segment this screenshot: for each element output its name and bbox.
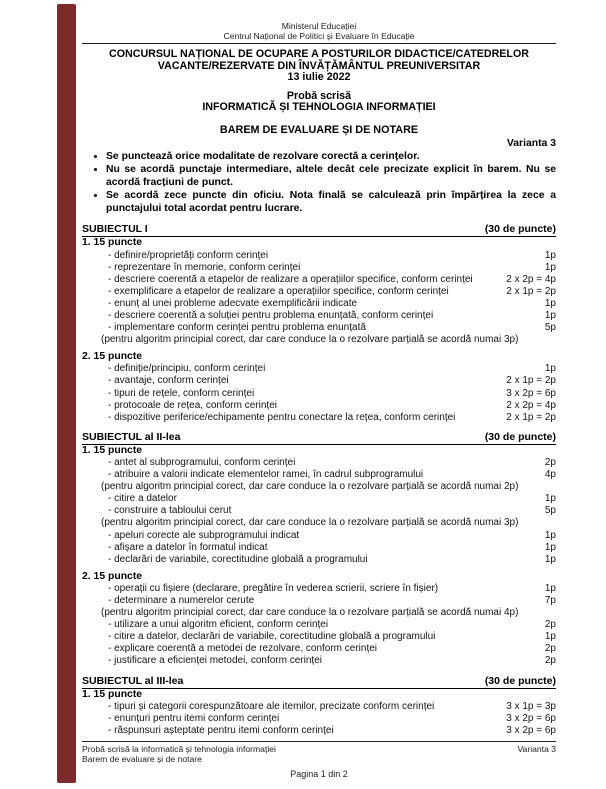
scoring-item-text: - enunțuri pentru itemi conform cerinței bbox=[108, 712, 280, 724]
scoring-item-points: 1p bbox=[544, 297, 556, 309]
scoring-item-row bbox=[82, 274, 556, 286]
scoring-item-text: - explicare coerentă a metodei de rezolvare, conform cerinței bbox=[108, 643, 378, 655]
scoring-item-text: - determinare a numerelor cerute bbox=[108, 594, 255, 606]
scoring-item-text: - enunț al unei probleme adecvate exemplificării indicate bbox=[108, 297, 358, 309]
document-title-line-1: CONCURSUL NAȚIONAL DE OCUPARE A POSTURILOR DIDACTICE/CATEDRELOR bbox=[109, 48, 529, 61]
section-title: SUBIECTUL al III-lea bbox=[82, 674, 184, 687]
scoring-item-row bbox=[82, 542, 556, 554]
part-title: 2. 15 puncte bbox=[82, 570, 143, 582]
scoring-item-row bbox=[82, 713, 556, 725]
part-title: 1. 15 puncte bbox=[82, 237, 143, 249]
scoring-item-text: - protocoale de rețea, conform cerinței bbox=[108, 399, 277, 411]
scoring-item-row bbox=[82, 298, 556, 310]
document-title-line-2: VACANTE/REZERVATE DIN ÎNVĂȚĂMÂNTUL PREUNIVERSITAR bbox=[157, 59, 481, 72]
scoring-item-points: 2 x 2p = 4p bbox=[506, 399, 556, 411]
scoring-item-row bbox=[82, 583, 556, 595]
ministry-line-2: Centrul Național de Politici și Evaluare în Educație bbox=[223, 31, 415, 42]
scoring-item-text: - afișare a datelor în formatul indicat bbox=[108, 541, 268, 553]
scoring-item-points: 2p bbox=[544, 456, 556, 468]
document-title bbox=[82, 49, 556, 84]
scoring-item-points: 3 x 2p = 6p bbox=[506, 724, 556, 736]
scoring-item-row bbox=[82, 595, 556, 607]
footer-variant: Varianta 3 bbox=[517, 743, 556, 754]
section-points: (30 de puncte) bbox=[484, 223, 556, 236]
scoring-item-points: 1p bbox=[544, 553, 556, 565]
scoring-item-row bbox=[82, 554, 556, 566]
notice-list bbox=[82, 151, 556, 216]
scoring-item-points: 1p bbox=[544, 529, 556, 541]
scoring-item-row bbox=[82, 412, 556, 424]
scoring-item-row bbox=[82, 250, 556, 262]
scoring-item-points: 1p bbox=[544, 631, 556, 643]
scoring-item-row bbox=[82, 457, 556, 469]
scoring-item-row bbox=[82, 310, 556, 322]
scoring-item-text: - exemplificare a etapelor de realizare a operațiilor specifice, conform cerinței bbox=[108, 285, 449, 297]
scoring-item-points: 1p bbox=[544, 493, 556, 505]
ministry-header bbox=[82, 21, 556, 41]
scoring-item-points: 1p bbox=[544, 582, 556, 594]
scoring-item-points: 1p bbox=[544, 363, 556, 375]
exam-subtitle-line-2: INFORMATICĂ ȘI TEHNOLOGIA INFORMAȚIEI bbox=[202, 101, 436, 114]
scoring-item-points: 3 x 2p = 6p bbox=[506, 387, 556, 399]
partial-credit-note: (pentru algoritm principial corect, dar care conduce la o rezolvare parțială se acordă numai 3p) bbox=[101, 517, 519, 529]
scoring-item-points: 4p bbox=[544, 469, 556, 481]
scoring-item-row bbox=[82, 643, 556, 655]
section-title: SUBIECTUL al II-lea bbox=[82, 430, 181, 443]
scoring-item-points: 1p bbox=[544, 261, 556, 273]
exam-subtitle bbox=[82, 91, 556, 114]
part-title: 1. 15 puncte bbox=[82, 444, 143, 456]
scoring-item-row bbox=[82, 725, 556, 737]
scoring-item-points: 2 x 1p = 2p bbox=[506, 375, 556, 387]
scoring-item-row bbox=[82, 400, 556, 412]
footer-left bbox=[82, 744, 276, 765]
footer-row bbox=[82, 744, 556, 765]
scoring-item-row bbox=[82, 262, 556, 274]
scoring-item-row bbox=[82, 363, 556, 375]
scoring-item-text: - citire a datelor bbox=[108, 493, 177, 505]
partial-credit-note: (pentru algoritm principial corect, dar care conduce la o rezolvare parțială se acordă numai 3p) bbox=[101, 334, 519, 346]
scoring-item-row bbox=[82, 388, 556, 400]
scoring-item-row bbox=[82, 375, 556, 387]
scoring-item-points: 1p bbox=[544, 541, 556, 553]
scoring-item-text: - justificare a eficienței metodei, conform cerinței bbox=[108, 655, 322, 667]
section-title: SUBIECTUL I bbox=[82, 223, 148, 236]
scoring-item-points: 3 x 2p = 6p bbox=[506, 712, 556, 724]
notice-item: • Se acordă zece puncte din oficiu. Nota finală se calculează prin împărțirea la zece a punctajului total acordat pentru lucrare. bbox=[106, 190, 556, 216]
scoring-item-text: - tipuri de rețele, conform cerinței bbox=[108, 387, 255, 399]
scoring-item-text: - descriere coerentă a soluției pentru problema enunțată, conform cerinței bbox=[108, 310, 434, 321]
scoring-item-text: - dispozitive periferice/echipamente pentru conectare la rețea, conform cerinței bbox=[108, 411, 456, 423]
scoring-item-points: 2p bbox=[544, 643, 556, 655]
section-heading bbox=[82, 223, 556, 237]
section-points: (30 de puncte) bbox=[484, 674, 556, 687]
scoring-item-points: 2 x 1p = 2p bbox=[506, 285, 556, 297]
scoring-item-points: 2p bbox=[544, 655, 556, 667]
scoring-item-points: 2 x 2p = 4p bbox=[506, 273, 556, 285]
footer-rule bbox=[82, 741, 556, 742]
scoring-item-text: - implementare conform cerinței pentru problema enunțată bbox=[108, 322, 366, 334]
scoring-item-row bbox=[82, 493, 556, 505]
part-title: 1. 15 puncte bbox=[82, 688, 143, 700]
scoring-item-text: - răspunsuri așteptate pentru itemi conform cerinței bbox=[108, 724, 334, 736]
scoring-item-points: 5p bbox=[544, 505, 556, 517]
page-edge-bar bbox=[57, 4, 76, 783]
scoring-item-row bbox=[82, 286, 556, 298]
section-points: (30 de puncte) bbox=[484, 430, 556, 443]
ministry-line-1: Ministerul Educației bbox=[281, 21, 357, 31]
scoring-item-row bbox=[82, 655, 556, 667]
page-number: Pagina 1 din 2 bbox=[290, 768, 348, 779]
scoring-item-points: 7p bbox=[544, 594, 556, 606]
scoring-item-points: 2p bbox=[544, 619, 556, 631]
section bbox=[82, 223, 556, 423]
scoring-item-points: 2 x 1p = 2p bbox=[506, 411, 556, 423]
scoring-item-text: - definiție/principiu, conform cerinței bbox=[108, 363, 266, 375]
scoring-item-row bbox=[82, 701, 556, 713]
scoring-item-text: - apeluri corecte ale subprogramului indicat bbox=[108, 529, 300, 541]
scoring-item-text: - descriere coerentă a etapelor de realizare a operațiilor specifice, conform cerinței bbox=[108, 273, 473, 285]
section-heading bbox=[82, 431, 556, 445]
scoring-item-text: - operații cu fișiere (declarare, pregătire în vederea scrierii, scriere în fișier) bbox=[108, 582, 439, 594]
scoring-item-text: - construire a tabloului cerut bbox=[108, 505, 232, 517]
footer-left-line-1: Probă scrisă la informatică și tehnologia informației bbox=[82, 743, 276, 754]
barem-title: BAREM DE EVALUARE ȘI DE NOTARE bbox=[219, 123, 419, 136]
document-title-date: 13 iulie 2022 bbox=[287, 71, 351, 84]
scoring-item-text: - avantaje, conform cerinței bbox=[108, 375, 229, 387]
page-content bbox=[82, 21, 556, 780]
section bbox=[82, 675, 556, 737]
notice-item: • Se punctează orice modalitate de rezolvare corectă a cerințelor. bbox=[106, 151, 556, 164]
scoring-item-row bbox=[82, 505, 556, 517]
scoring-item-points: 3 x 1p = 3p bbox=[506, 700, 556, 712]
scoring-item-text: - utilizare a unui algoritm eficient, conform cerinței bbox=[108, 619, 329, 631]
scoring-item-row bbox=[82, 322, 556, 334]
scoring-item-text: - antet al subprogramului, conform cerinței bbox=[108, 456, 296, 468]
scoring-item-text: - tipuri și categorii corespunzătoare ale itemilor, precizate conform cerinței bbox=[108, 700, 435, 712]
scoring-item-points: 1p bbox=[544, 310, 556, 321]
header-rule bbox=[82, 43, 556, 44]
footer-left-line-2: Barem de evaluare și de notare bbox=[82, 754, 202, 765]
scoring-item-text: - citire a datelor, declarări de variabile, corectitudine globală a programului bbox=[108, 631, 436, 643]
scoring-item-text: - declarări de variabile, corectitudine globală a programului bbox=[108, 553, 368, 565]
sections bbox=[82, 223, 556, 736]
exam-subtitle-line-1: Probă scrisă bbox=[286, 89, 352, 102]
scoring-item-text: - definire/proprietăți conform cerinței bbox=[108, 249, 269, 261]
scoring-item-row bbox=[82, 619, 556, 631]
notice-item: • Nu se acordă punctaje intermediare, altele decât cele precizate explicit în barem. Nu se acordă fracțiuni de punct. bbox=[106, 164, 556, 190]
scoring-item-text: - reprezentare în memorie, conform cerinței bbox=[108, 261, 301, 273]
scoring-item-points: 5p bbox=[544, 322, 556, 334]
partial-credit-note: (pentru algoritm principial corect, dar care conduce la o rezolvare parțială se acordă numai 4p) bbox=[101, 607, 519, 619]
scoring-item-row bbox=[82, 530, 556, 542]
section bbox=[82, 431, 556, 668]
variant-label: Varianta 3 bbox=[506, 137, 556, 149]
scoring-item-points: 1p bbox=[544, 249, 556, 261]
scoring-item-row bbox=[82, 631, 556, 643]
section-heading bbox=[82, 675, 556, 689]
scoring-item-text: - atribuire a valorii indicate elementelor ramei, în cadrul subprogramului bbox=[108, 469, 424, 481]
part-title: 2. 15 puncte bbox=[82, 351, 143, 363]
scoring-item-row bbox=[82, 469, 556, 481]
partial-credit-note: (pentru algoritm principial corect, dar care conduce la o rezolvare parțială se acordă numai 2p) bbox=[101, 481, 519, 493]
